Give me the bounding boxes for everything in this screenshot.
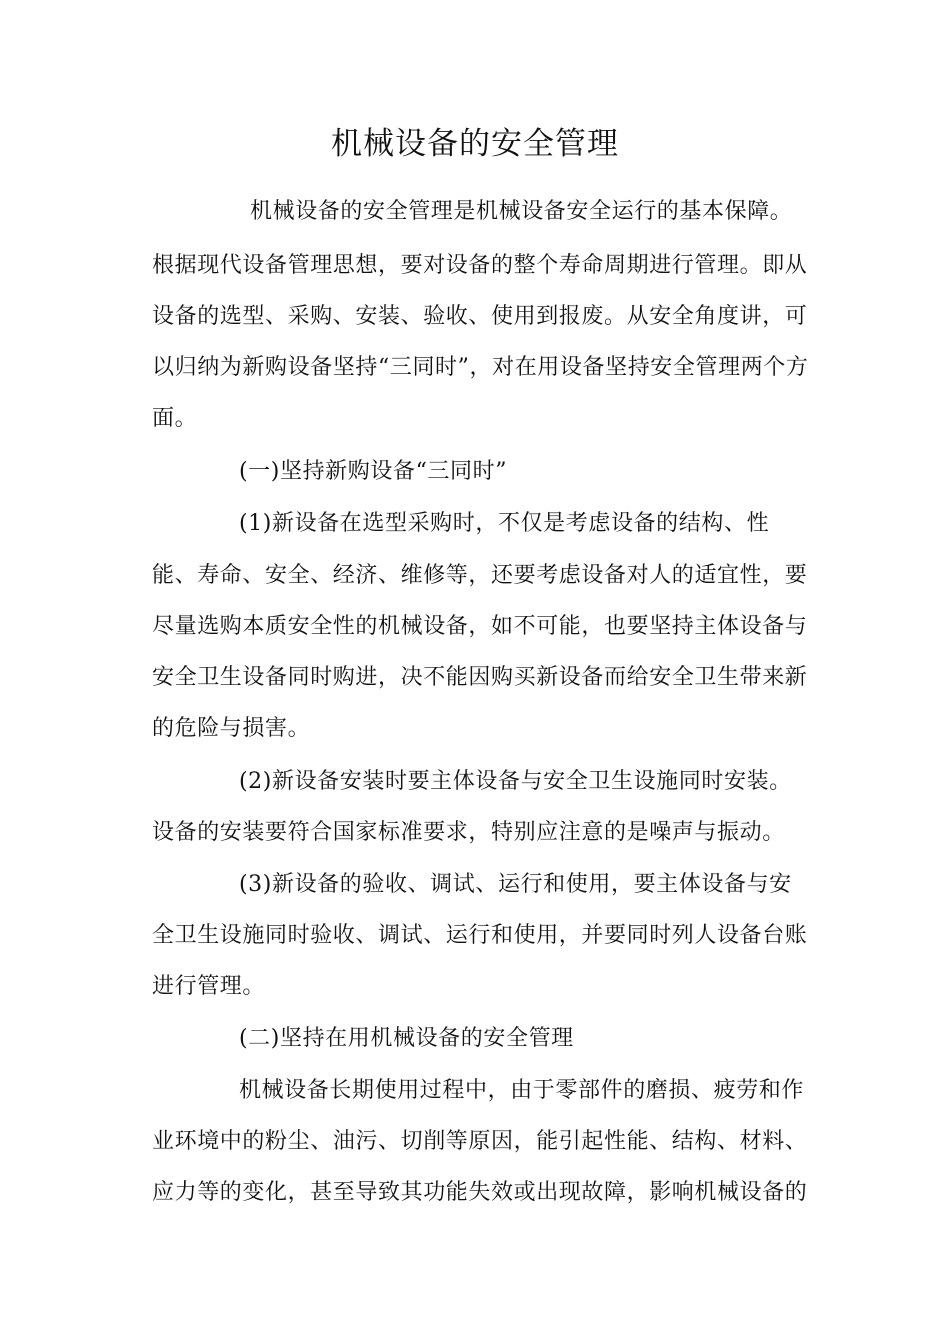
document-title: 机械设备的安全管理 — [331, 126, 619, 162]
paragraph-5-line-2: 全卫生设施同时验收、调试、运行和使用，并要同时列人设备台账 — [152, 923, 808, 948]
paragraph-1-line-1: 机械设备的安全管理是机械设备安全运行的基本保障。 — [250, 199, 793, 224]
paragraph-3-line-3: 尽量选购本质安全性的机械设备，如不可能，也要坚持主体设备与 — [152, 614, 808, 639]
paragraph-3-line-4: 安全卫生设备同时购进，决不能因购买新设备而给安全卫生带来新 — [152, 665, 808, 690]
paragraph-5-line-1: (3)新设备的验收、调试、运行和使用，要主体设备与安 — [239, 872, 792, 897]
paragraph-3-line-5: 的危险与损害。 — [152, 716, 311, 741]
section-heading-1: (一)坚持新购设备“三同时” — [239, 459, 508, 484]
paragraph-5-line-3: 进行管理。 — [152, 974, 266, 999]
paragraph-7-line-1: 机械设备长期使用过程中，由于零部件的磨损、疲劳和作 — [239, 1078, 805, 1103]
paragraph-4-line-1: (2)新设备安装时要主体设备与安全卫生设施同时安装。 — [239, 769, 792, 794]
paragraph-1-line-4: 以归纳为新购设备坚持“三同时”，对在用设备坚持安全管理两个方 — [152, 355, 809, 380]
paragraph-4-line-2: 设备的安装要符合国家标准要求，特别应注意的是噪声与振动。 — [152, 820, 785, 845]
paragraph-3-line-1: (1)新设备在选型采购时，不仅是考虑设备的结构、性 — [239, 511, 770, 536]
paragraph-1-line-3: 设备的选型、采购、安装、验收、使用到报废。从安全角度讲，可 — [152, 304, 808, 329]
paragraph-1-line-2: 根据现代设备管理思想，要对设备的整个寿命周期进行管理。即从 — [152, 253, 808, 278]
paragraph-7-line-3: 应力等的变化，甚至导致其功能失效或出现故障，影响机械设备的 — [152, 1180, 808, 1205]
paragraph-7-line-2: 业环境中的粉尘、油污、切削等原因，能引起性能、结构、材料、 — [152, 1129, 808, 1154]
section-heading-2: (二)坚持在用机械设备的安全管理 — [239, 1026, 574, 1051]
paragraph-3-line-2: 能、寿命、安全、经济、维修等，还要考虑设备对人的适宜性，要 — [152, 563, 808, 588]
paragraph-1-line-5: 面。 — [152, 406, 198, 431]
